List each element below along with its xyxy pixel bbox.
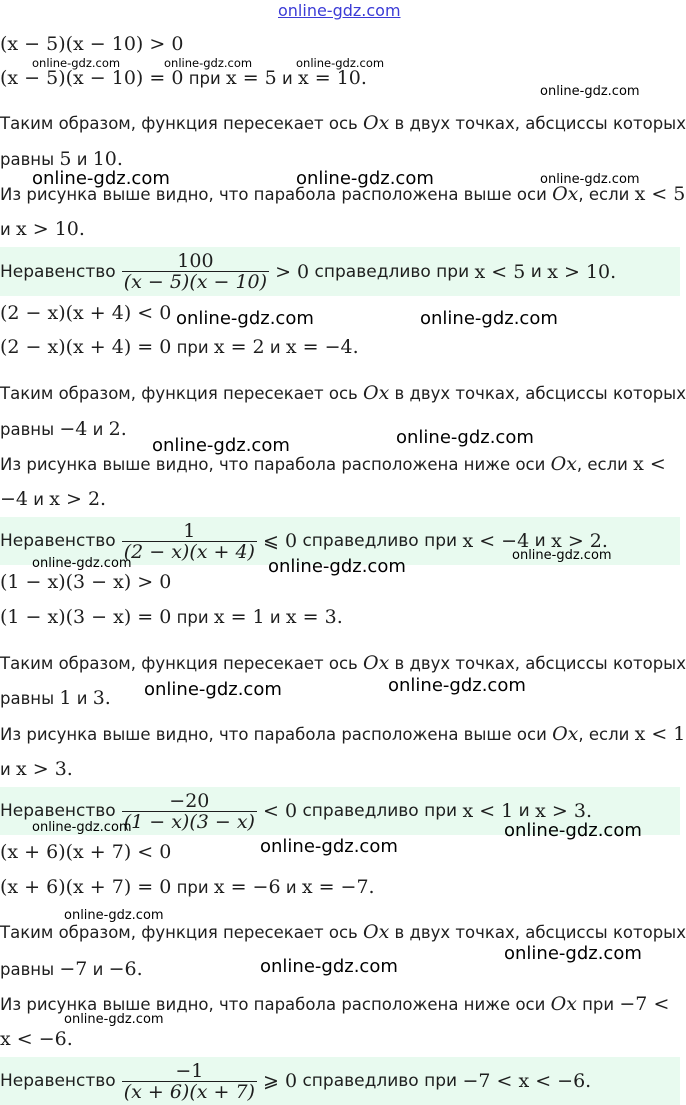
watermark: online-gdz.com <box>64 1012 164 1027</box>
watermark: online-gdz.com <box>296 168 434 189</box>
watermark: online-gdz.com <box>540 172 640 187</box>
roots-line-1: (x − 5)(x − 10) = 0 при x = 5 и x = 10. <box>0 67 367 89</box>
intersect-line-3: Таким образом, функция пересекает ось Ox в двух точках, абсциссы которых <box>0 652 686 674</box>
watermark: online-gdz.com <box>152 435 290 456</box>
roots-line-4: (x + 6)(x + 7) = 0 при x = −6 и x = −7. <box>0 876 375 898</box>
roots-line-3: (1 − x)(3 − x) = 0 при x = 1 и x = 3. <box>0 606 343 628</box>
graph-line-1: Из рисунка выше видно, что парабола расположена выше оси Ox, если x < 5 <box>0 183 686 205</box>
watermark: online-gdz.com <box>296 56 385 70</box>
watermark: online-gdz.com <box>396 427 534 448</box>
watermark: online-gdz.com <box>32 820 132 835</box>
graph-line-2b: −4 и x > 2. <box>0 488 107 510</box>
watermark: online-gdz.com <box>260 956 398 977</box>
intersect-line-1: Таким образом, функция пересекает ось Ox в двух точках, абсциссы которых <box>0 112 686 134</box>
intersect-line-4: Таким образом, функция пересекает ось Ox в двух точках, абсциссы которых <box>0 921 686 943</box>
watermark: online-gdz.com <box>420 308 558 329</box>
graph-line-3: Из рисунка выше видно, что парабола расположена выше оси Ox, если x < 1 <box>0 723 686 745</box>
graph-line-1b: и x > 10. <box>0 218 85 240</box>
graph-line-4b: x < −6. <box>0 1028 73 1050</box>
graph-line-3b: и x > 3. <box>0 758 73 780</box>
watermark: online-gdz.com <box>64 908 164 923</box>
equal-line-1: равны 5 и 10. <box>0 148 123 170</box>
answer-row-2: Неравенство $\frac{1}{(2 - x)(x + 4)}$ ⩽ 0 справедливо при x < −4 и x > 2. <box>0 519 608 563</box>
inequality-4: (x + 6)(x + 7) < 0 <box>0 841 172 863</box>
answer-fraction: $\frac{-20}{(1 - x)(3 - x)}$ <box>123 789 255 833</box>
inequality-1: (x − 5)(x − 10) > 0 <box>0 33 184 55</box>
answer-row-3: Неравенство $\frac{-20}{(1 - x)(3 - x)}$ < 0 справедливо при x < 1 и x > 3. <box>0 789 592 833</box>
watermark: online-gdz.com <box>164 56 253 70</box>
inequality-2: (2 − x)(x + 4) < 0 <box>0 302 172 324</box>
answer-fraction: $\frac{-1}{(x + 6)(x + 7)}$ <box>123 1059 255 1103</box>
roots-line-2: (2 − x)(x + 4) = 0 при x = 2 и x = −4. <box>0 336 359 358</box>
watermark: online-gdz.com <box>260 836 398 857</box>
site-header-link[interactable]: online-gdz.com <box>278 1 401 20</box>
intersect-line-2: Таким образом, функция пересекает ось Ox в двух точках, абсциссы которых <box>0 382 686 404</box>
watermark: online-gdz.com <box>176 308 314 329</box>
watermark: online-gdz.com <box>32 56 121 70</box>
equal-line-3: равны 1 и 3. <box>0 687 111 709</box>
inequality-3: (1 − x)(3 − x) > 0 <box>0 571 172 593</box>
watermark: online-gdz.com <box>504 820 642 841</box>
equal-line-4: равны −7 и −6. <box>0 958 143 980</box>
graph-line-4: Из рисунка выше видно, что парабола расположена ниже оси Ox при −7 < <box>0 993 670 1015</box>
answer-fraction: $\frac{1}{(2 - x)(x + 4)}$ <box>123 519 255 563</box>
watermark: online-gdz.com <box>540 84 640 99</box>
graph-line-2: Из рисунка выше видно, что парабола расположена ниже оси Ox, если x < <box>0 453 666 475</box>
answer-fraction: $\frac{100}{(x - 5)(x - 10)}$ <box>123 250 268 293</box>
watermark: online-gdz.com <box>504 943 642 964</box>
watermark: online-gdz.com <box>32 556 132 571</box>
watermark: online-gdz.com <box>144 679 282 700</box>
watermark: online-gdz.com <box>388 675 526 696</box>
watermark: online-gdz.com <box>32 168 170 189</box>
answer-row-4: Неравенство $\frac{-1}{(x + 6)(x + 7)}$ ⩾ 0 справедливо при −7 < x < −6. <box>0 1059 592 1103</box>
watermark: online-gdz.com <box>512 548 612 563</box>
watermark: online-gdz.com <box>268 556 406 577</box>
answer-row-1: Неравенство $\frac{100}{(x - 5)(x - 10)}$ > 0 справедливо при x < 5 и x > 10. <box>0 250 617 293</box>
equal-line-2: равны −4 и 2. <box>0 418 127 440</box>
